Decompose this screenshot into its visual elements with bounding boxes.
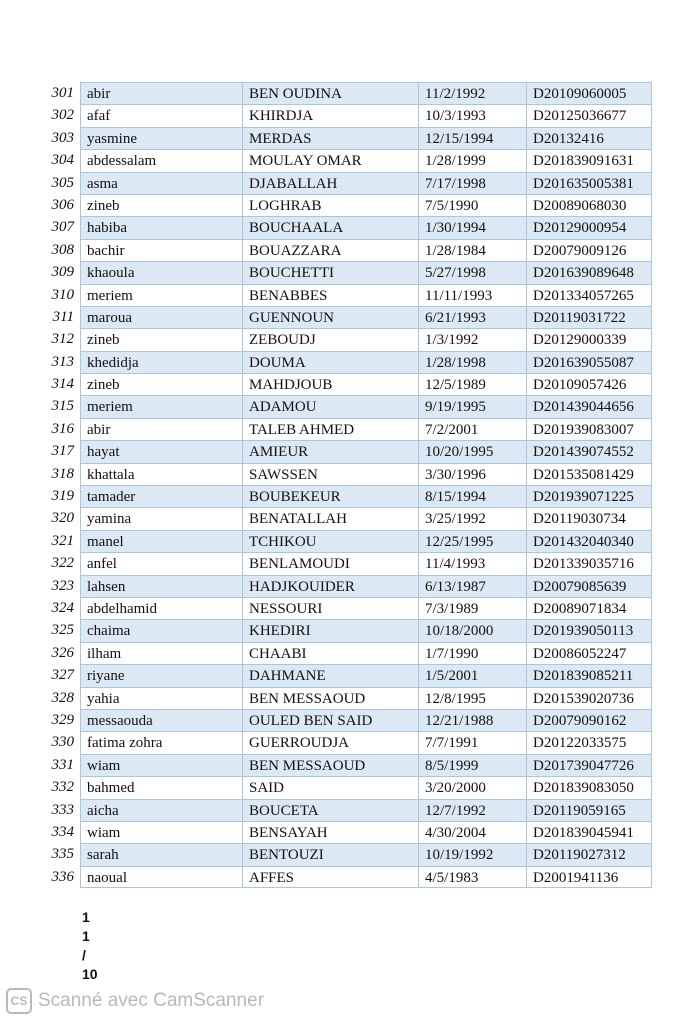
first-name-cell: manel (80, 530, 242, 552)
camscanner-watermark (6, 988, 264, 1014)
table-row (40, 485, 652, 507)
table-row (40, 597, 652, 619)
row-number: 301 (51, 85, 74, 101)
birth-date-cell: 1/30/1994 (418, 216, 526, 238)
first-name-cell: zineb (80, 373, 242, 395)
table-row (40, 239, 652, 261)
row-number: 323 (51, 577, 74, 594)
last-name-cell: TCHIKOU (242, 530, 418, 552)
first-name-cell: asma (80, 172, 242, 194)
table-row (40, 104, 652, 126)
table-row (40, 172, 652, 194)
id-number-cell: D20119027312 (526, 843, 652, 865)
table-row (40, 575, 652, 597)
row-number: 313 (51, 353, 74, 370)
table-row (40, 843, 652, 865)
last-name-cell: CHAABI (242, 642, 418, 664)
last-name-cell: BENTOUZI (242, 843, 418, 865)
id-number-cell: D201439044656 (526, 395, 652, 417)
id-number-cell: D201939083007 (526, 418, 652, 440)
id-number-cell: D20109060005 (526, 82, 652, 104)
last-name-cell: BENABBES (242, 284, 418, 306)
birth-date-cell: 10/19/1992 (418, 843, 526, 865)
table-row (40, 216, 652, 238)
table-row (40, 284, 652, 306)
id-number-cell: D20079090162 (526, 709, 652, 731)
first-name-cell: hayat (80, 440, 242, 462)
last-name-cell: LOGHRAB (242, 194, 418, 216)
table-row (40, 440, 652, 462)
last-name-cell: BOUCETA (242, 799, 418, 821)
table-row (40, 418, 652, 440)
id-number-cell: D201535081429 (526, 463, 652, 485)
last-name-cell: AFFES (242, 866, 418, 888)
first-name-cell: chaima (80, 619, 242, 641)
table-row (40, 373, 652, 395)
id-number-cell: D20079009126 (526, 239, 652, 261)
first-name-cell: wiam (80, 754, 242, 776)
birth-date-cell: 3/25/1992 (418, 507, 526, 529)
row-number: 302 (51, 107, 74, 124)
id-number-cell: D201939050113 (526, 619, 652, 641)
row-number: 314 (51, 376, 74, 393)
last-name-cell: OULED BEN SAID (242, 709, 418, 731)
birth-date-cell: 11/4/1993 (418, 552, 526, 574)
first-name-cell: khedidja (80, 351, 242, 373)
birth-date-cell: 7/17/1998 (418, 172, 526, 194)
id-number-cell: D201839085211 (526, 664, 652, 686)
first-name-cell: zineb (80, 328, 242, 350)
first-name-cell: khaoula (80, 261, 242, 283)
last-name-cell: BOUAZZARA (242, 239, 418, 261)
table-row (40, 530, 652, 552)
birth-date-cell: 4/30/2004 (418, 821, 526, 843)
birth-date-cell: 12/8/1995 (418, 687, 526, 709)
table-row (40, 799, 652, 821)
first-name-cell: khattala (80, 463, 242, 485)
last-name-cell: GUERROUDJA (242, 731, 418, 753)
page-number (82, 908, 98, 984)
table-row (40, 306, 652, 328)
first-name-cell: bahmed (80, 776, 242, 798)
table-row (40, 776, 652, 798)
first-name-cell: afaf (80, 104, 242, 126)
id-number-cell: D20119030734 (526, 507, 652, 529)
birth-date-cell: 1/3/1992 (418, 328, 526, 350)
table-row (40, 687, 652, 709)
id-number-cell: D201939071225 (526, 485, 652, 507)
id-number-cell: D201539020736 (526, 687, 652, 709)
row-number: 312 (51, 331, 74, 348)
last-name-cell: MERDAS (242, 127, 418, 149)
birth-date-cell: 11/11/1993 (418, 284, 526, 306)
last-name-cell: BEN OUDINA (242, 82, 418, 104)
last-name-cell: KHEDIRI (242, 619, 418, 641)
birth-date-cell: 1/5/2001 (418, 664, 526, 686)
last-name-cell: ZEBOUDJ (242, 328, 418, 350)
row-number: 333 (51, 801, 74, 818)
row-number: 330 (51, 734, 74, 751)
table-row (40, 709, 652, 731)
birth-date-cell: 1/7/1990 (418, 642, 526, 664)
last-name-cell: MAHDJOUB (242, 373, 418, 395)
birth-date-cell: 1/28/1998 (418, 351, 526, 373)
row-number: 306 (51, 196, 74, 213)
table-row (40, 82, 652, 104)
last-name-cell: SAWSSEN (242, 463, 418, 485)
id-number-cell: D2001941136 (526, 866, 652, 888)
row-number: 320 (51, 510, 74, 527)
birth-date-cell: 12/25/1995 (418, 530, 526, 552)
first-name-cell: abdelhamid (80, 597, 242, 619)
last-name-cell: MOULAY OMAR (242, 149, 418, 171)
row-number: 322 (51, 555, 74, 572)
table-row (40, 664, 652, 686)
page-number-line: / (82, 947, 86, 963)
id-number-cell: D20079085639 (526, 575, 652, 597)
id-number-cell: D201339035716 (526, 552, 652, 574)
birth-date-cell: 10/18/2000 (418, 619, 526, 641)
id-number-cell: D20122033575 (526, 731, 652, 753)
first-name-cell: sarah (80, 843, 242, 865)
table-row (40, 821, 652, 843)
last-name-cell: BOUCHAALA (242, 216, 418, 238)
first-name-cell: abdessalam (80, 149, 242, 171)
birth-date-cell: 8/15/1994 (418, 485, 526, 507)
last-name-cell: BEN MESSAOUD (242, 754, 418, 776)
page-number-line: 10 (82, 966, 98, 982)
id-number-cell: D201635005381 (526, 172, 652, 194)
row-number: 324 (51, 599, 74, 616)
first-name-cell: abir (80, 82, 242, 104)
birth-date-cell: 1/28/1999 (418, 149, 526, 171)
row-number: 305 (51, 174, 74, 191)
id-number-cell: D20089068030 (526, 194, 652, 216)
first-name-cell: riyane (80, 664, 242, 686)
first-name-cell: lahsen (80, 575, 242, 597)
birth-date-cell: 12/5/1989 (418, 373, 526, 395)
row-number: 319 (51, 488, 74, 505)
birth-date-cell: 11/2/1992 (418, 82, 526, 104)
first-name-cell: fatima zohra (80, 731, 242, 753)
table-row (40, 127, 652, 149)
table-row (40, 328, 652, 350)
row-number: 328 (51, 689, 74, 706)
birth-date-cell: 1/28/1984 (418, 239, 526, 261)
birth-date-cell: 3/30/1996 (418, 463, 526, 485)
first-name-cell: abir (80, 418, 242, 440)
watermark-text: Scanné avec CamScanner (38, 990, 265, 1011)
id-number-cell: D201739047726 (526, 754, 652, 776)
table-row (40, 866, 652, 888)
birth-date-cell: 12/7/1992 (418, 799, 526, 821)
table-row (40, 261, 652, 283)
id-number-cell: D20086052247 (526, 642, 652, 664)
first-name-cell: anfel (80, 552, 242, 574)
table-row (40, 642, 652, 664)
id-number-cell: D20125036677 (526, 104, 652, 126)
last-name-cell: GUENNOUN (242, 306, 418, 328)
last-name-cell: ADAMOU (242, 395, 418, 417)
birth-date-cell: 10/20/1995 (418, 440, 526, 462)
row-number: 317 (51, 443, 74, 460)
table-row (40, 194, 652, 216)
last-name-cell: BENLAMOUDI (242, 552, 418, 574)
last-name-cell: KHIRDJA (242, 104, 418, 126)
row-number: 315 (51, 398, 74, 415)
row-number: 331 (51, 756, 74, 773)
row-number: 316 (51, 420, 74, 437)
first-name-cell: meriem (80, 395, 242, 417)
row-number: 310 (51, 286, 74, 303)
birth-date-cell: 3/20/2000 (418, 776, 526, 798)
id-number-cell: D201432040340 (526, 530, 652, 552)
id-number-cell: D201839083050 (526, 776, 652, 798)
id-number-cell: D201839045941 (526, 821, 652, 843)
last-name-cell: BENSAYAH (242, 821, 418, 843)
table-row (40, 395, 652, 417)
birth-date-cell: 7/7/1991 (418, 731, 526, 753)
id-number-cell: D20119059165 (526, 799, 652, 821)
first-name-cell: zineb (80, 194, 242, 216)
birth-date-cell: 6/13/1987 (418, 575, 526, 597)
last-name-cell: DAHMANE (242, 664, 418, 686)
table-row (40, 754, 652, 776)
birth-date-cell: 10/3/1993 (418, 104, 526, 126)
birth-date-cell: 7/5/1990 (418, 194, 526, 216)
id-number-cell: D20129000339 (526, 328, 652, 350)
table-row (40, 552, 652, 574)
id-number-cell: D201334057265 (526, 284, 652, 306)
row-number: 334 (51, 823, 74, 840)
id-number-cell: D20089071834 (526, 597, 652, 619)
last-name-cell: DJABALLAH (242, 172, 418, 194)
birth-date-cell: 12/15/1994 (418, 127, 526, 149)
birth-date-cell: 8/5/1999 (418, 754, 526, 776)
row-number: 308 (51, 241, 74, 258)
first-name-cell: meriem (80, 284, 242, 306)
first-name-cell: yahia (80, 687, 242, 709)
page-number-line: 1 (82, 909, 90, 925)
row-number: 335 (51, 846, 74, 863)
row-number: 307 (51, 219, 74, 236)
row-number: 325 (51, 622, 74, 639)
last-name-cell: BOUCHETTI (242, 261, 418, 283)
last-name-cell: BOUBEKEUR (242, 485, 418, 507)
first-name-cell: yamina (80, 507, 242, 529)
first-name-cell: tamader (80, 485, 242, 507)
id-number-cell: D201639055087 (526, 351, 652, 373)
table-row (40, 619, 652, 641)
id-number-cell: D20132416 (526, 127, 652, 149)
row-number: 318 (51, 465, 74, 482)
row-number: 311 (52, 308, 74, 325)
row-number: 321 (51, 532, 74, 549)
first-name-cell: habiba (80, 216, 242, 238)
table-row (40, 507, 652, 529)
last-name-cell: SAID (242, 776, 418, 798)
first-name-cell: bachir (80, 239, 242, 261)
last-name-cell: BENATALLAH (242, 507, 418, 529)
table-row (40, 731, 652, 753)
id-number-cell: D201439074552 (526, 440, 652, 462)
birth-date-cell: 12/21/1988 (418, 709, 526, 731)
last-name-cell: BEN MESSAOUD (242, 687, 418, 709)
first-name-cell: wiam (80, 821, 242, 843)
first-name-cell: yasmine (80, 127, 242, 149)
birth-date-cell: 7/3/1989 (418, 597, 526, 619)
table-row (40, 149, 652, 171)
birth-date-cell: 7/2/2001 (418, 418, 526, 440)
row-number: 303 (51, 129, 74, 146)
id-number-cell: D20129000954 (526, 216, 652, 238)
table-row (40, 463, 652, 485)
row-number: 304 (51, 152, 74, 169)
first-name-cell: aicha (80, 799, 242, 821)
first-name-cell: naoual (80, 866, 242, 888)
last-name-cell: AMIEUR (242, 440, 418, 462)
row-number: 327 (51, 667, 74, 684)
birth-date-cell: 4/5/1983 (418, 866, 526, 888)
camscanner-logo-icon: CS (6, 988, 32, 1014)
first-name-cell: maroua (80, 306, 242, 328)
student-table (40, 82, 652, 888)
row-number: 326 (51, 644, 74, 661)
table-row (40, 351, 652, 373)
birth-date-cell: 9/19/1995 (418, 395, 526, 417)
first-name-cell: ilham (80, 642, 242, 664)
birth-date-cell: 5/27/1998 (418, 261, 526, 283)
id-number-cell: D201839091631 (526, 149, 652, 171)
row-number: 309 (51, 264, 74, 281)
last-name-cell: HADJKOUIDER (242, 575, 418, 597)
id-number-cell: D201639089648 (526, 261, 652, 283)
first-name-cell: messaouda (80, 709, 242, 731)
last-name-cell: DOUMA (242, 351, 418, 373)
row-number: 332 (51, 779, 74, 796)
last-name-cell: TALEB AHMED (242, 418, 418, 440)
last-name-cell: NESSOURI (242, 597, 418, 619)
row-number: 336 (51, 868, 74, 885)
birth-date-cell: 6/21/1993 (418, 306, 526, 328)
id-number-cell: D20119031722 (526, 306, 652, 328)
page-number-line: 1 (82, 928, 90, 944)
row-number: 329 (51, 711, 74, 728)
id-number-cell: D20109057426 (526, 373, 652, 395)
